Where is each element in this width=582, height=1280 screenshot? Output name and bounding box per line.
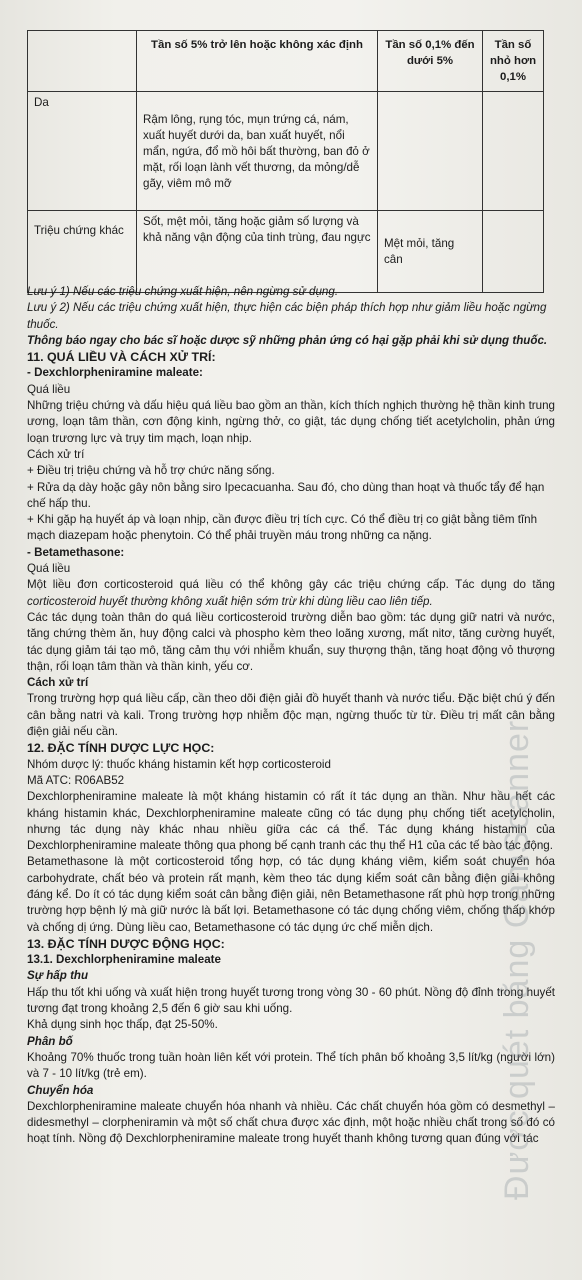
note-2: Lưu ý 2) Nếu các triệu chứng xuất hiện, thực hiện các biện pháp thích hợp như giảm liều hoặc ngừng thuốc. [27,301,547,331]
notify-note: Thông báo ngay cho bác sĩ hoặc dược sỹ những phản ứng có hại gặp phải khi sử dụng thuốc. [27,333,548,347]
table-row [28,92,544,211]
document-body [27,284,555,1148]
metabolism-text: Dexchlorpheniramine maleate chuyển hóa nhanh và nhiều. Các chất chuyển hóa gồm có desmethyl – didesmethyl – clorpheniramin và một số chất chưa được xác định, một hoặc nhiều chất trong số đó có hoạt tính. Nồng độ Dexchlorpheniramine maleate trong huyết thanh không tương quan đúng với tác [27,1099,555,1146]
table-cell: Mệt mỏi, tăng cân [378,211,483,293]
pharmacodynamics-dex: Dexchlorpheniramine maleate là một kháng histamin có rất ít tác dụng an thần. Như hầu hết các kháng histamin khác, Dexchlorpheniramine maleate cũng có tác dụng phụ chống tiết acetylcholin, nhưng tác dụng này khác nhau nhiều giữa các cá thể. Tác dụng kháng histamin của Dexchlorpheniramine maleate thông qua phong bế cạnh tranh các thụ thể H1 của các tế bào tác động. [27,790,555,853]
table-cell [483,92,544,211]
beta-overdose-text-b: corticosteroid huyết thường không xuất hiện sớm trừ khi dùng liều cao liên tiếp. [27,594,433,608]
table-header-cell: Tần số 5% trở lên hoặc không xác định [137,31,378,92]
metabolism-label: Chuyển hóa [27,1083,94,1097]
treatment-item: + Điều trị triệu chứng và hỗ trợ chức năng sống. [27,464,275,478]
overdose-label: Quá liều [27,382,71,396]
beta-treatment-text: Trong trường hợp quá liều cấp, cần theo dõi điện giải đồ huyết thanh và nước tiểu. Đặc biệt chú ý đến cân bằng natri và kali. Trong trường hợp nhiễm độc mạn, ngừng thuốc từ từ. Điều trị mất cân bằng điện giải nếu cần. [27,692,555,739]
table-cell-organ: Triệu chứng khác [28,211,137,293]
table-cell: Rậm lông, rụng tóc, mụn trứng cá, nám, xuất huyết dưới da, ban xuất huyết, nổi mẩn, ngứa, đổ mồ hôi bất thường, ban đỏ ở mặt, rối loạn lành vết thương, da mỏng/dễ gãy, viêm mô mỡ [137,92,378,211]
note-1: Lưu ý 1) Nếu các triệu chứng xuất hiện, nên ngừng sử dụng. [27,285,339,298]
pharmacologic-group: Nhóm dược lý: thuốc kháng histamin kết hợp corticosteroid [27,757,331,771]
overdose-text: Những triệu chứng và dấu hiệu quá liều bao gồm an thần, kích thích nghịch thường hệ thần kinh trung ương, loạn tâm thần, cơn động kinh, ngừng thở, co giật, tác dụng chống tiết acetylcholin, phản ứng loạn trương lực và trụy tim mạch, loạn nhịp. [27,399,555,445]
dex-title: - Dexchlorpheniramine maleate: [27,366,203,380]
table-cell-organ: Da [28,92,137,211]
bioavailability-text: Khả dụng sinh học thấp, đạt 25-50%. [27,1018,218,1032]
beta-treatment-label: Cách xử trí [27,676,89,690]
section-12-heading: 12. ĐẶC TÍNH DƯỢC LỰC HỌC: [27,741,215,756]
camscanner-watermark: Được quét bằng CamScanner [498,719,536,1200]
beta-overdose-text-a: Một liều đơn corticosteroid quá liều có thể không gây các triệu chứng cấp. Tác dụng do tăng [27,578,555,592]
table-cell [483,211,544,293]
table-header-cell: Tần số 0,1% đến dưới 5% [378,31,483,92]
table-cell: Sốt, mệt mỏi, tăng hoặc giảm số lượng và khả năng vận động của tinh trùng, đau ngực [137,211,378,293]
table-header-cell: Tần số nhỏ hơn 0,1% [483,31,544,92]
distribution-text: Khoảng 70% thuốc trong tuần hoàn liên kết với protein. Thể tích phân bố khoảng 3,5 lít/kg (người lớn) và 7 - 10 lít/kg (trẻ em). [27,1050,555,1081]
treatment-item: + Khi gặp hạ huyết áp và loạn nhịp, cần được điều trị tích cực. Có thể điều trị co giật bằng tiêm tĩnh mạch diazepam hoặc phenytoin. Có thể phải truyền máu trong những ca nặng. [27,513,538,543]
section-11-heading: 11. QUÁ LIỀU VÀ CÁCH XỬ TRÍ: [27,350,216,365]
table-cell [378,92,483,211]
beta-systemic-effects: Các tác dụng toàn thân do quá liều corticosteroid trường diễn bao gồm: tác dụng giữ natri và nước, tăng chứng thèm ăn, huy động calci và phospho kèm theo loãng xương, mất nitơ, tăng cường huyết, tác dụng giảm tái tạo mô, tăng cảm thụ với nhiễm khuẩn, suy thượng thận, tăng hoạt động vỏ thượng thận, rối loạn tâm thần và thần kinh, yếu cơ. [27,610,555,673]
treatment-label: Cách xử trí [27,447,85,461]
treatment-item: + Rửa dạ dày hoặc gây nôn bằng siro Ipecacuanha. Sau đó, cho dùng than hoạt và thuốc tẩy để hạn chế hấp thu. [27,480,545,510]
adverse-effects-table [27,30,544,293]
section-13-1-heading: 13.1. Dexchlorpheniramine maleate [27,953,221,967]
absorption-text: Hấp thu tốt khi uống và xuất hiện trong huyết tương trong vòng 30 - 60 phút. Nồng độ đỉnh trong huyết tương đạt trong khoảng 2,5 đến 6 giờ sau khi uống. [27,985,555,1016]
absorption-label: Sự hấp thu [27,969,89,983]
beta-title: - Betamethasone: [27,545,125,559]
beta-overdose-text [27,577,555,610]
table-header-row [28,31,544,92]
pharmacodynamics-beta: Betamethasone là một corticosteroid tổng hợp, có tác dụng kháng viêm, kiểm soát chuyển hóa carbohydrate, chất béo và protein rất mạnh, kèm theo tác dụng kiểm soát cân bằng điện giải không đáng kể. Do ít có tác dụng kiểm soát cân bằng điện giải, nên Betamethasone rất phù hợp trong những trường hợp bệnh lý mà giữ nước là bất lợi. Betamethasone có tác dụng chống viêm, chống thấp khớp và chống dị ứng. Dùng liều cao, Betamethasone có tác dụng ức chế miễn dịch. [27,855,555,934]
beta-overdose-label: Quá liều [27,562,71,576]
section-13-heading: 13. ĐẶC TÍNH DƯỢC ĐỘNG HỌC: [27,936,225,951]
atc-code: Mã ATC: R06AB52 [27,773,125,787]
table-row [28,211,544,293]
table-header-cell [28,31,137,92]
distribution-label: Phân bố [27,1034,73,1048]
